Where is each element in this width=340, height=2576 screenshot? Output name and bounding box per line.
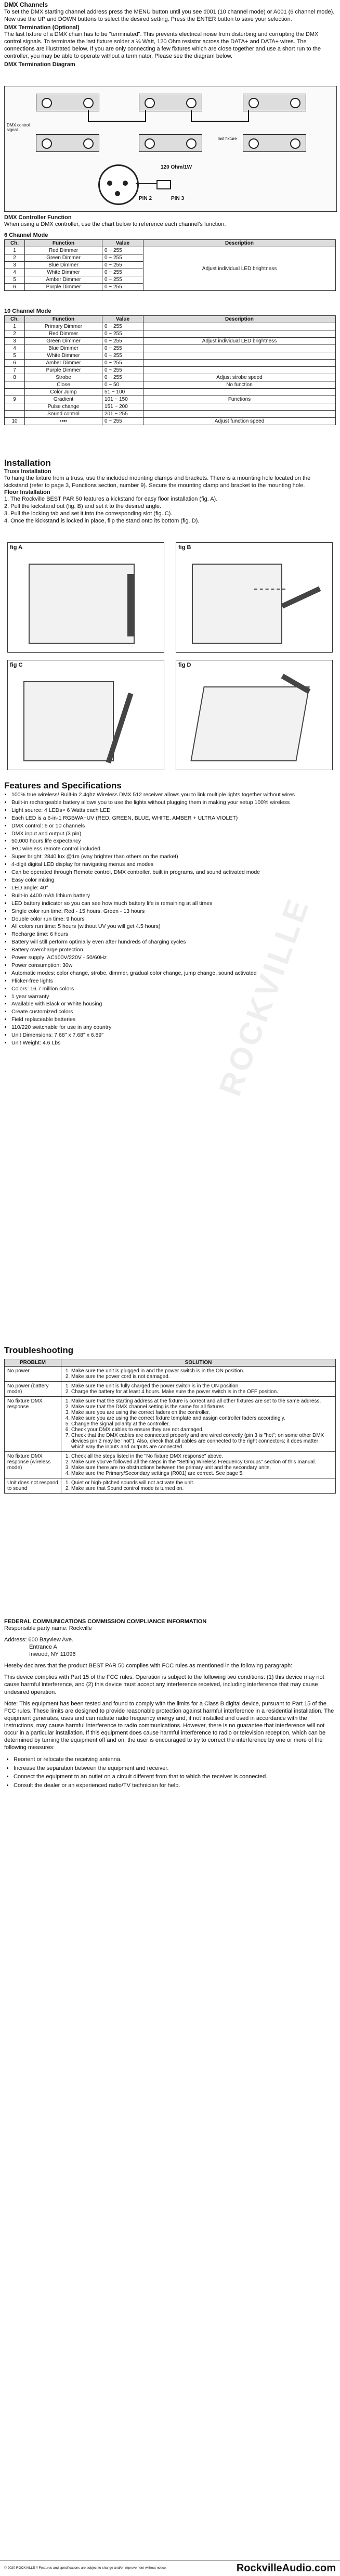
xlr-connector-icon [145,138,155,149]
solution-cell [61,1367,336,1382]
feature-item: • 110/220 switchable for use in any country [11,1024,336,1031]
troubleshooting-heading: Troubleshooting [4,1345,74,1355]
cell: 0 ~ 255 [102,247,143,254]
cell: 1 [5,323,25,330]
col-header: PROBLEM [5,1359,61,1367]
solution-step: 2. Charge the battery for at least 4 hours. Make sure the power switch is in the OFF position. [71,1389,333,1395]
fixture-unit [36,94,99,111]
problem-cell: Unit does not respond to sound [5,1478,61,1494]
cell: 0 ~ 255 [102,269,143,276]
feature-item: • Power consumption: 30w [11,962,336,970]
cell: 0 ~ 255 [102,418,143,425]
table-row [5,345,336,352]
cell: Amber Dimmer [25,360,102,367]
cell: 51 ~ 100 [102,389,143,396]
cell: White Dimmer [25,352,102,360]
problem-cell: No fixture DMX response [5,1397,61,1452]
figure-d [176,660,333,770]
fcc-address: Inwood, NY 11096 [29,1651,76,1658]
fig-label: fig A [10,544,23,551]
figure-c [7,660,164,770]
fcc-heading: FEDERAL COMMUNICATIONS COMMISSION COMPLIANCE INFORMATION [4,1618,207,1625]
col-header: SOLUTION [61,1359,336,1367]
cell: 3 [5,262,25,269]
arrow-icon [254,589,285,590]
ten-channel-table [4,315,336,425]
cell: 1 [5,247,25,254]
cell: 0 ~ 255 [102,276,143,284]
feature-item: • 1 year warranty [11,993,336,1001]
cell: 0 ~ 255 [102,352,143,360]
cell: Color Jump [25,389,102,396]
troubleshooting-section [4,1345,336,1494]
xlr-connector-icon [42,98,52,108]
col-header: Description [143,316,336,323]
solution-step: 1. Make sure that the starting address at the fixture is correct and all other fixtures are set to the same address. [71,1398,333,1404]
table-row [5,367,336,374]
cell: 10 [5,418,25,425]
cell: ▪▪▪▪ [25,418,102,425]
fcc-measure: • Increase the separation between the equipment and receiver. [14,1764,336,1773]
truss-body: To hang the fixture from a truss, use the included mounting clamps and brackets. There is a mounting hole located on the kickstand (refer to page 3, Functions section, number 9). Secure the mounting clamp and bracket to the mounting hole. [4,475,311,489]
cell: 0 ~ 255 [102,345,143,352]
cell: Purple Dimmer [25,284,102,291]
table-row [5,396,336,403]
fig-label: fig D [178,662,191,668]
cell [5,381,25,389]
feature-item: • Easy color mixing [11,876,336,884]
fixture-body-icon [23,681,114,761]
cell: Gradient [25,396,102,403]
table-row [5,389,336,396]
feature-item: • All colors run time: 5 hours (without UV you will get 4.5 hours) [11,923,336,930]
table-row [5,338,336,345]
fcc-address: Entrance A [29,1644,57,1651]
cell [143,367,336,374]
ohm-label: 120 Ohm/1W [161,164,192,170]
solution-step: 4. Make sure the Primary/Secondary settings (R001) are correct. See page 5. [71,1471,333,1476]
fixture-unit [243,94,306,111]
fcc-para: This device complies with Part 15 of the FCC rules. Operation is subject to the following two conditions: (1) this device may not cause harmful interference, and (2) this device must accept any interference received, including interference that may cause undesired operation. [4,1674,324,1695]
xlr-connector-icon [83,138,94,149]
feature-item: • Power supply: AC100V/220V - 50/60Hz [11,954,336,962]
xlr-connector-icon [290,138,300,149]
solution-step: 1. Quiet or high-pitched sounds will not activate the unit. [71,1480,333,1486]
fcc-para: Note: This equipment has been tested and found to comply with the limits for a Class B digital device, pursuant to Part 15 of the FCC rules. These limits are designed to provide reasonable protection against harmful interference in a residential installation. The equipment generates, uses and can radiate radio frequency energy and, if not installed and used in accordance with the instructions, may cause harmful interference to radio communications. However, there is no guarantee that interference will not occur in a particular installation. If this equipment does cause harmful interference to radio or television reception, which can be determined by turning the equipment off and on, the user is encouraged to try to correct the interference by one or more of the following measures: [4,1700,334,1751]
solution-step: 2. Make sure the power cord is not damaged. [71,1374,333,1380]
feature-item: • LED angle: 40° [11,884,336,892]
table-row [5,381,336,389]
solution-cell [61,1478,336,1494]
feature-item: • LED battery indicator so you can see how much battery life is remaining at all times [11,900,336,908]
problem-cell: No fixture DMX response (wireless mode) [5,1452,61,1478]
six-channel-section [4,232,336,291]
cell: Adjust function speed [143,418,336,425]
cell: Primary Dimmer [25,323,102,330]
table-row [5,411,336,418]
truss-heading: Truss Installation [4,468,51,475]
rockville-logo: RockvilleAudio.com [236,2562,336,2574]
table-row [5,418,336,425]
dmx-channels-section [4,1,336,68]
cell: 6 [5,284,25,291]
cell: 5 [5,276,25,284]
cell: 0 ~ 255 [102,262,143,269]
footer [0,2560,340,2576]
table-row [5,1367,336,1382]
fcc-section [4,1618,336,1790]
table-row [5,1397,336,1452]
cell: 7 [5,367,25,374]
col-header: Description [143,240,336,247]
col-header: Value [102,316,143,323]
cell: 4 [5,269,25,276]
col-header: Ch. [5,316,25,323]
kickstand-icon [127,574,135,636]
solution-step: 1. Check all the steps listed in the "No fixture DMX response" above. [71,1453,333,1459]
cell: No function [143,381,336,389]
solution-cell [61,1452,336,1478]
solution-step: 7. Check that the DMX cables are connected properly and are wired correctly (pin 3 is "hot"; on some other DMX devices pin 2 may be "hot"). Also, check that all cables are connected to the right connectors; it does matter which way the inputs and outputs are connected. [71,1433,333,1450]
dmx-channels-heading: DMX Channels [4,1,48,8]
cell: Green Dimmer [25,338,102,345]
feature-item: • Flicker-free lights [11,977,336,985]
solution-step: 2. Make sure you've followed all the steps in the "Setting Wireless Frequency Groups" section of this manual. [71,1459,333,1465]
table-row [5,1478,336,1494]
resistor-lead [136,183,156,184]
ten-channel-section [4,308,336,425]
cell [5,389,25,396]
floor-heading: Floor Installation [4,489,50,496]
solution-cell [61,1382,336,1397]
feature-item: • Recharge time: 6 hours [11,930,336,938]
cell [143,345,336,352]
cell: 2 [5,330,25,338]
fcc-measure: • Consult the dealer or an experienced radio/TV technician for help. [14,1781,336,1790]
dmx-cable [191,110,249,122]
cell [143,403,336,411]
installation-heading: Installation [4,458,51,468]
col-header: Function [25,240,102,247]
cell: 0 ~ 255 [102,284,143,291]
solution-step: 4. Make sure you are using the correct fixture template and assign controller faders accordingly. [71,1415,333,1421]
cell: 0 ~ 255 [102,360,143,367]
fig-label: fig C [10,662,23,668]
dmx-signal-label: DMX control signal [7,123,30,132]
kickstand-icon [281,586,321,609]
table-row [5,360,336,367]
col-header: Function [25,316,102,323]
fixture-body-icon [29,564,135,644]
solution-step: 1. Make sure the unit is fully charged the power switch is in the ON position. [71,1383,333,1389]
cell: 201 ~ 255 [102,411,143,418]
cell: 0 ~ 255 [102,338,143,345]
diagram-heading: DMX Termination Diagram [4,61,75,68]
cell [143,330,336,338]
solution-step: 3. Make sure there are no obstructions between the primary unit and the secondary units. [71,1465,333,1471]
pin2-label: PIN 2 [139,196,152,201]
pin3-label: PIN 3 [171,196,185,201]
solution-step: 5. Change the signal polarity at the controller. [71,1421,333,1427]
installation-section [4,458,336,525]
fcc-para: Hereby declares that the product BEST PAR 50 complies with FCC rules as mentioned in the following paragraph: [4,1663,293,1669]
cell: 0 ~ 255 [102,374,143,381]
cell: 2 [5,254,25,262]
fcc-address: Address: 600 Bayview Ave. [4,1637,74,1643]
feature-item: • Create customized colors [11,1008,336,1016]
controller-heading: DMX Controller Function [4,214,72,221]
table-row [5,352,336,360]
cell: Adjust strobe speed [143,374,336,381]
cell: Strobe [25,374,102,381]
xlr-connector-icon [290,98,300,108]
ten-channel-heading: 10 Channel Mode [4,308,51,314]
cell: Adjust individual LED brightness [143,247,336,291]
figure-a [7,542,164,653]
fixture-unit [36,134,99,152]
solution-step: 6. Check your DMX cables to ensure they are not damaged. [71,1427,333,1433]
fixture-unit [139,134,202,152]
cell: 5 [5,352,25,360]
dmx-channels-body: To set the DMX starting channel address press the MENU button until you see d001 (10 channel mode) or A001 (6 channel mode). Now use the UP and DOWN buttons to select the desired setting. Press the ENTER button to save your selection. [4,9,335,23]
solution-step: 2. Make sure that the DMX channel setting is the same for all fixtures. [71,1404,333,1410]
feature-item: • 4-digit digital LED display for navigating menus and modes [11,861,336,869]
floor-step: 1. The Rockville BEST PAR 50 features a kickstand for easy floor installation (fig. A). [4,496,218,503]
fixture-unit [139,94,202,111]
xlr-connector-icon [249,98,259,108]
cell: Blue Dimmer [25,262,102,269]
features-section [4,781,336,1332]
cell: Red Dimmer [25,247,102,254]
col-header: Value [102,240,143,247]
controller-function [4,214,336,228]
cell: Adjust individual LED brightness [143,338,336,345]
feature-item: • IRC wireless remote control included [11,845,336,853]
cell: Green Dimmer [25,254,102,262]
col-header: Ch. [5,240,25,247]
fixture-body-icon [192,564,282,644]
cell: Pulse change [25,403,102,411]
xlr-connector-icon [83,98,94,108]
fig-label: fig B [178,544,191,551]
feature-item: • Battery overcharge protection [11,946,336,954]
fixture-unit [243,134,306,152]
cell: 101 ~ 150 [102,396,143,403]
cell [5,411,25,418]
cell [143,352,336,360]
cell: Close [25,381,102,389]
watermark: ROCKVILLE [212,892,317,1101]
feature-item: • Automatic modes: color change, strobe, dimmer, gradual color change, jump change, sound activated [11,970,336,977]
feature-item: • DMX input and output (3 pin) [11,830,336,838]
cell: Functions [143,396,336,403]
xlr-connector-icon [42,138,52,149]
feature-item: • Built-in rechargeable battery allows you to use the lights without plugging them in making your setup 100% wireless [11,799,336,807]
dmx-cable [88,110,146,122]
feature-item: • Battery will still perform optimally even after hundreds of charging cycles [11,938,336,946]
features-heading: Features and Specifications [4,781,122,790]
xlr-plug-icon [98,164,139,205]
cell: 3 [5,338,25,345]
cell: 151 ~ 200 [102,403,143,411]
floor-step: 2. Pull the kickstand out (fig. B) and set it to the desired angle. [4,503,162,510]
feature-item: • Single color run time: Red - 15 hours, Green - 13 hours [11,908,336,915]
cell: White Dimmer [25,269,102,276]
table-row [5,323,336,330]
feature-item: • Field replaceable batteries [11,1016,336,1024]
feature-item: • Available with Black or White housing [11,1000,336,1008]
cell: 0 ~ 255 [102,330,143,338]
cell: Blue Dimmer [25,345,102,352]
table-row [5,1382,336,1397]
cell [5,403,25,411]
table-row [5,403,336,411]
table-row [5,330,336,338]
problem-cell: No power [5,1367,61,1382]
figure-b [176,542,333,653]
solution-step: 2. Make sure that Sound control mode is turned on. [71,1486,333,1491]
cell: 6 [5,360,25,367]
resistor-icon [156,180,171,189]
six-channel-heading: 6 Channel Mode [4,232,48,238]
feature-item: • Double color run time: 9 hours [11,915,336,923]
termination-body: The last fixture of a DMX chain has to be "terminated". This prevents electrical noise from disturbing and corrupting the DMX control signals. To terminate the last fixture solder a ¼ Watt, 120 Ohm resistor across the DATA+ and DATA+ wires. The connections are illustrated below. If you are only connecting a few fixtures which are close together and use a short run to the controller, you may be able to operate without a terminator. Please see the diagram below. [4,31,321,60]
cell [143,411,336,418]
cell: 9 [5,396,25,403]
xlr-connector-icon [249,138,259,149]
feature-item: • Light source: 4 LEDs× 6 Watts each LED [11,807,336,814]
six-channel-table [4,239,336,291]
troubleshooting-table [4,1359,336,1494]
problem-cell: No power (battery mode) [5,1382,61,1397]
cell: Sound control [25,411,102,418]
table-row [5,247,336,254]
cell [143,360,336,367]
xlr-connector-icon [186,98,197,108]
feature-item: • Can be operated through Remote control, DMX controller, built in programs, and sound activated mode [11,869,336,876]
floor-step: 4. Once the kickstand is locked in place, flip the stand onto its bottom (fig. D). [4,518,200,525]
cell: Purple Dimmer [25,367,102,374]
cell [143,389,336,396]
feature-item: • Super bright: 2840 lux @1m (way brighter than others on the market) [11,853,336,861]
solution-step: 1. Make sure the unit is plugged in and the power switch is in the ON position. [71,1368,333,1374]
cell: 0 ~ 50 [102,381,143,389]
cell: 0 ~ 255 [102,367,143,374]
cell: 4 [5,345,25,352]
cell: Red Dimmer [25,330,102,338]
feature-item: • Unit Dimensions: 7.68" x 7.68" x 6.89" [11,1031,336,1039]
termination-heading: DMX Termination (Optional) [4,24,80,31]
xlr-connector-icon [145,98,155,108]
cell: 0 ~ 255 [102,254,143,262]
last-fixture-label: last fixture [218,136,237,141]
cell: 8 [5,374,25,381]
fcc-party: Responsible party name: Rockville [4,1625,92,1631]
feature-item: • DMX control: 6 or 10 channels [11,822,336,830]
termination-diagram [4,86,337,212]
feature-item: • Built-in 4400 mAh lithium battery [11,892,336,900]
fcc-measure: • Connect the equipment to an outlet on a circuit different from that to which the receiver is connected. [14,1772,336,1781]
solution-cell [61,1397,336,1452]
cell [143,323,336,330]
floor-step: 3. Pull the locking tab and set it into the corresponding slot (fig. C). [4,511,173,517]
cell: Amber Dimmer [25,276,102,284]
xlr-connector-icon [186,138,197,149]
cell: 0 ~ 255 [102,323,143,330]
feature-item: • Each LED is a 6-in-1 RGBWA+UV (RED, GREEN, BLUE, WHITE, AMBER + ULTRA VIOLET) [11,814,336,822]
feature-item: • 100% true wireless! Built-in 2.4ghz Wireless DMX 512 receiver allows you to link multiple lights together without wires [11,791,336,799]
controller-body: When using a DMX controller, use the chart below to reference each channel's function. [4,221,226,227]
table-row [5,1452,336,1478]
table-row [5,374,336,381]
feature-item: • Unit Weight: 4.6 Lbs [11,1039,336,1047]
features-list [4,791,336,1047]
fcc-measure: • Reorient or relocate the receiving antenna. [14,1755,336,1764]
fixture-body-icon [190,686,309,761]
feature-item: • 50,000 hours life expectancy [11,837,336,845]
feature-item: • Colors: 16.7 million colors [11,985,336,993]
copyright-text: © 2020 ROCKVILLE // Features and specifications are subject to change and/or improvement without notice. [4,2566,167,2570]
solution-step: 3. Make sure you are using the correct faders on the controller. [71,1410,333,1415]
